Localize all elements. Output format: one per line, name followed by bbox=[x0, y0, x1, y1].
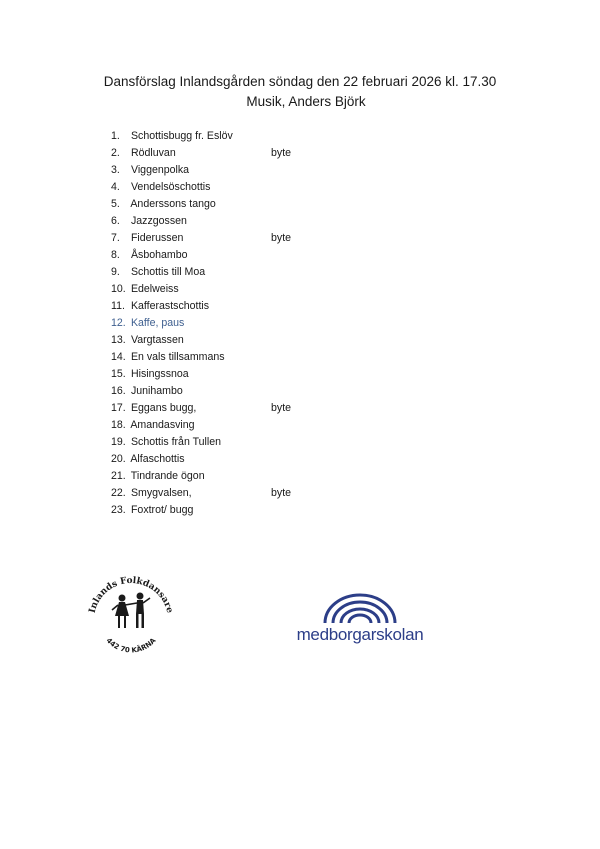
program-item bbox=[111, 400, 371, 417]
program-item bbox=[111, 179, 371, 196]
dance-name: Foxtrot/ bugg bbox=[130, 504, 194, 516]
dance-name: Åsbohambo bbox=[130, 249, 188, 261]
swap-note: byte bbox=[271, 232, 292, 244]
program-item bbox=[111, 230, 371, 247]
item-number: 15. bbox=[111, 368, 126, 380]
dance-name: Amandasving bbox=[130, 419, 195, 431]
program-item bbox=[111, 247, 371, 264]
item-number: 12. bbox=[111, 317, 126, 329]
program-item bbox=[111, 145, 371, 162]
program-item bbox=[111, 502, 371, 519]
dance-name: Junihambo bbox=[130, 385, 183, 397]
dance-name: Tindrande ögon bbox=[130, 470, 205, 482]
program-item bbox=[111, 298, 371, 315]
item-number: 22. bbox=[111, 487, 126, 499]
program-item bbox=[111, 451, 371, 468]
dance-name: Jazzgossen bbox=[130, 215, 187, 227]
program-item bbox=[111, 468, 371, 485]
dance-name: Rödluvan bbox=[130, 147, 176, 159]
item-number: 17. bbox=[111, 402, 126, 414]
swap-note: byte bbox=[271, 487, 292, 499]
medborgarskolan-arc-icon bbox=[285, 583, 435, 625]
program-item bbox=[111, 349, 371, 366]
program-item bbox=[111, 417, 371, 434]
program-item bbox=[111, 366, 371, 383]
dance-name: Edelweiss bbox=[130, 283, 179, 295]
item-number: 9. bbox=[111, 266, 120, 278]
item-number: 16. bbox=[111, 385, 126, 397]
document-header bbox=[0, 72, 600, 112]
dance-name: Kaffe, paus bbox=[130, 317, 185, 329]
program-item bbox=[111, 213, 371, 230]
dance-name: Fiderussen bbox=[130, 232, 184, 244]
program-item bbox=[111, 485, 371, 502]
document-title: Dansförslag Inlandsgården söndag den 22 februari 2026 kl. 17.30 bbox=[103, 74, 497, 89]
logo-bottom-text: 442 70 KÄRNA bbox=[104, 636, 158, 655]
item-number: 3. bbox=[111, 164, 120, 176]
dance-name: Vargtassen bbox=[130, 334, 184, 346]
item-number: 20. bbox=[111, 453, 126, 465]
medborgarskolan-wordmark: medborgarskolan bbox=[296, 625, 424, 644]
item-number: 11. bbox=[111, 300, 125, 312]
program-item bbox=[111, 162, 371, 179]
swap-note: byte bbox=[271, 147, 292, 159]
item-number: 23. bbox=[111, 504, 126, 516]
dance-name: Kafferastschottis bbox=[130, 300, 210, 312]
dance-name: Schottis från Tullen bbox=[130, 436, 222, 448]
svg-text:442 70 KÄRNA bbox=[105, 636, 158, 654]
dance-name: Alfaschottis bbox=[130, 453, 185, 465]
dance-name: Viggenpolka bbox=[130, 164, 190, 176]
item-number: 13. bbox=[111, 334, 126, 346]
program-item bbox=[111, 281, 371, 298]
item-number: 10. bbox=[111, 283, 126, 295]
program-item bbox=[111, 434, 371, 451]
svg-text:Inlands Folkdansare bbox=[88, 576, 175, 615]
item-number: 14. bbox=[111, 351, 126, 363]
inlands-folkdansare-logo bbox=[82, 572, 180, 660]
item-number: 1. bbox=[111, 130, 120, 142]
music-credit: Musik, Anders Björk bbox=[246, 94, 366, 109]
item-number: 19. bbox=[111, 436, 126, 448]
dance-name: Schottis till Moa bbox=[130, 266, 206, 278]
dance-name: Vendelsöschottis bbox=[130, 181, 211, 193]
dance-program-list bbox=[111, 128, 371, 519]
logo-top-text: Inlands Folkdansare bbox=[87, 575, 175, 615]
program-item bbox=[111, 196, 371, 213]
item-number: 5. bbox=[111, 198, 120, 210]
item-number: 21. bbox=[111, 470, 126, 482]
dance-name: Hisingssnoa bbox=[130, 368, 189, 380]
dance-name: Eggans bugg, bbox=[130, 402, 197, 414]
item-number: 18. bbox=[111, 419, 126, 431]
dance-name: Smygvalsen, bbox=[130, 487, 192, 499]
item-number: 7. bbox=[111, 232, 120, 244]
swap-note: byte bbox=[271, 402, 292, 414]
dance-name: En vals tillsammans bbox=[130, 351, 225, 363]
item-number: 2. bbox=[111, 147, 120, 159]
program-item bbox=[111, 315, 371, 332]
dance-name: Schottisbugg fr. Eslöv bbox=[130, 130, 233, 142]
dancing-couple-icon bbox=[112, 593, 150, 629]
program-item bbox=[111, 383, 371, 400]
program-item bbox=[111, 332, 371, 349]
program-item bbox=[111, 128, 371, 145]
medborgarskolan-logo bbox=[285, 583, 435, 655]
item-number: 8. bbox=[111, 249, 120, 261]
program-item bbox=[111, 264, 371, 281]
item-number: 6. bbox=[111, 215, 120, 227]
dance-name: Anderssons tango bbox=[130, 198, 216, 210]
item-number: 4. bbox=[111, 181, 120, 193]
